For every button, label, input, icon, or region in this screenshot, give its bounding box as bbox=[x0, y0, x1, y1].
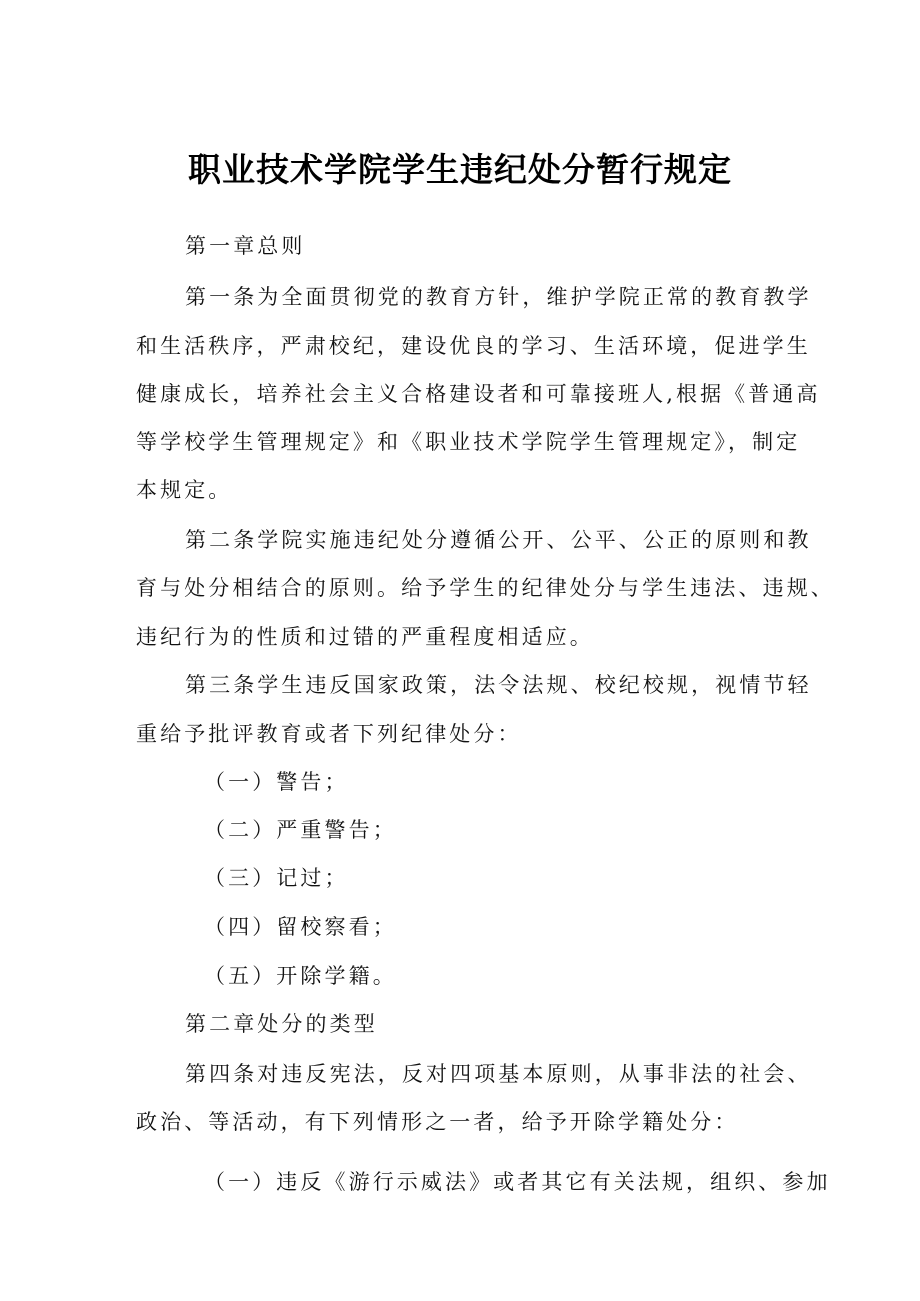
document-title: 职业技术学院学生违纪处分暂行规定 bbox=[188, 150, 732, 189]
paragraph-line: 第一条为全面贯彻党的教育方针，维护学院正常的教育教学 bbox=[185, 285, 812, 309]
paragraph-line: 政治、等活动，有下列情形之一者，给予开除学籍处分： bbox=[136, 1110, 739, 1134]
paragraph-line: 等学校学生管理规定》和《职业技术学院学生管理规定》，制定 bbox=[136, 430, 801, 454]
paragraph-line: 第四条对违反宪法，反对四项基本原则，从事非法的社会、 bbox=[185, 1062, 812, 1086]
paragraph-line: 健康成长，培养社会主义合格建设者和可靠接班人,根据《普通高 bbox=[136, 382, 821, 406]
paragraph-line: 育与处分相结合的原则。给予学生的纪律处分与学生违法、违规、 bbox=[136, 576, 835, 600]
paragraph-line: 第二条学院实施违纪处分遵循公开、公平、公正的原则和教 bbox=[185, 528, 812, 552]
list-item: （二）严重警告； bbox=[204, 818, 397, 842]
list-item: （一）警告； bbox=[204, 770, 349, 794]
list-item: （五）开除学籍。 bbox=[204, 964, 397, 988]
paragraph-line: 第三条学生违反国家政策，法令法规、校纪校规，视情节轻 bbox=[185, 673, 812, 697]
chapter-heading: 第一章总则 bbox=[185, 234, 306, 258]
paragraph-line: 违纪行为的性质和过错的严重程度相适应。 bbox=[136, 625, 594, 649]
paragraph-line: 重给予批评教育或者下列纪律处分： bbox=[136, 722, 522, 746]
list-item: （四）留校察看； bbox=[204, 915, 397, 939]
list-item: （一）违反《游行示威法》或者其它有关法规，组织、参加 bbox=[204, 1170, 831, 1194]
chapter-heading: 第二章处分的类型 bbox=[185, 1012, 378, 1036]
paragraph-line: 本规定。 bbox=[136, 478, 233, 502]
list-item: （三）记过； bbox=[204, 866, 349, 890]
paragraph-line: 和生活秩序，严肃校纪，建设优良的学习、生活环境，促进学生 bbox=[136, 334, 811, 358]
